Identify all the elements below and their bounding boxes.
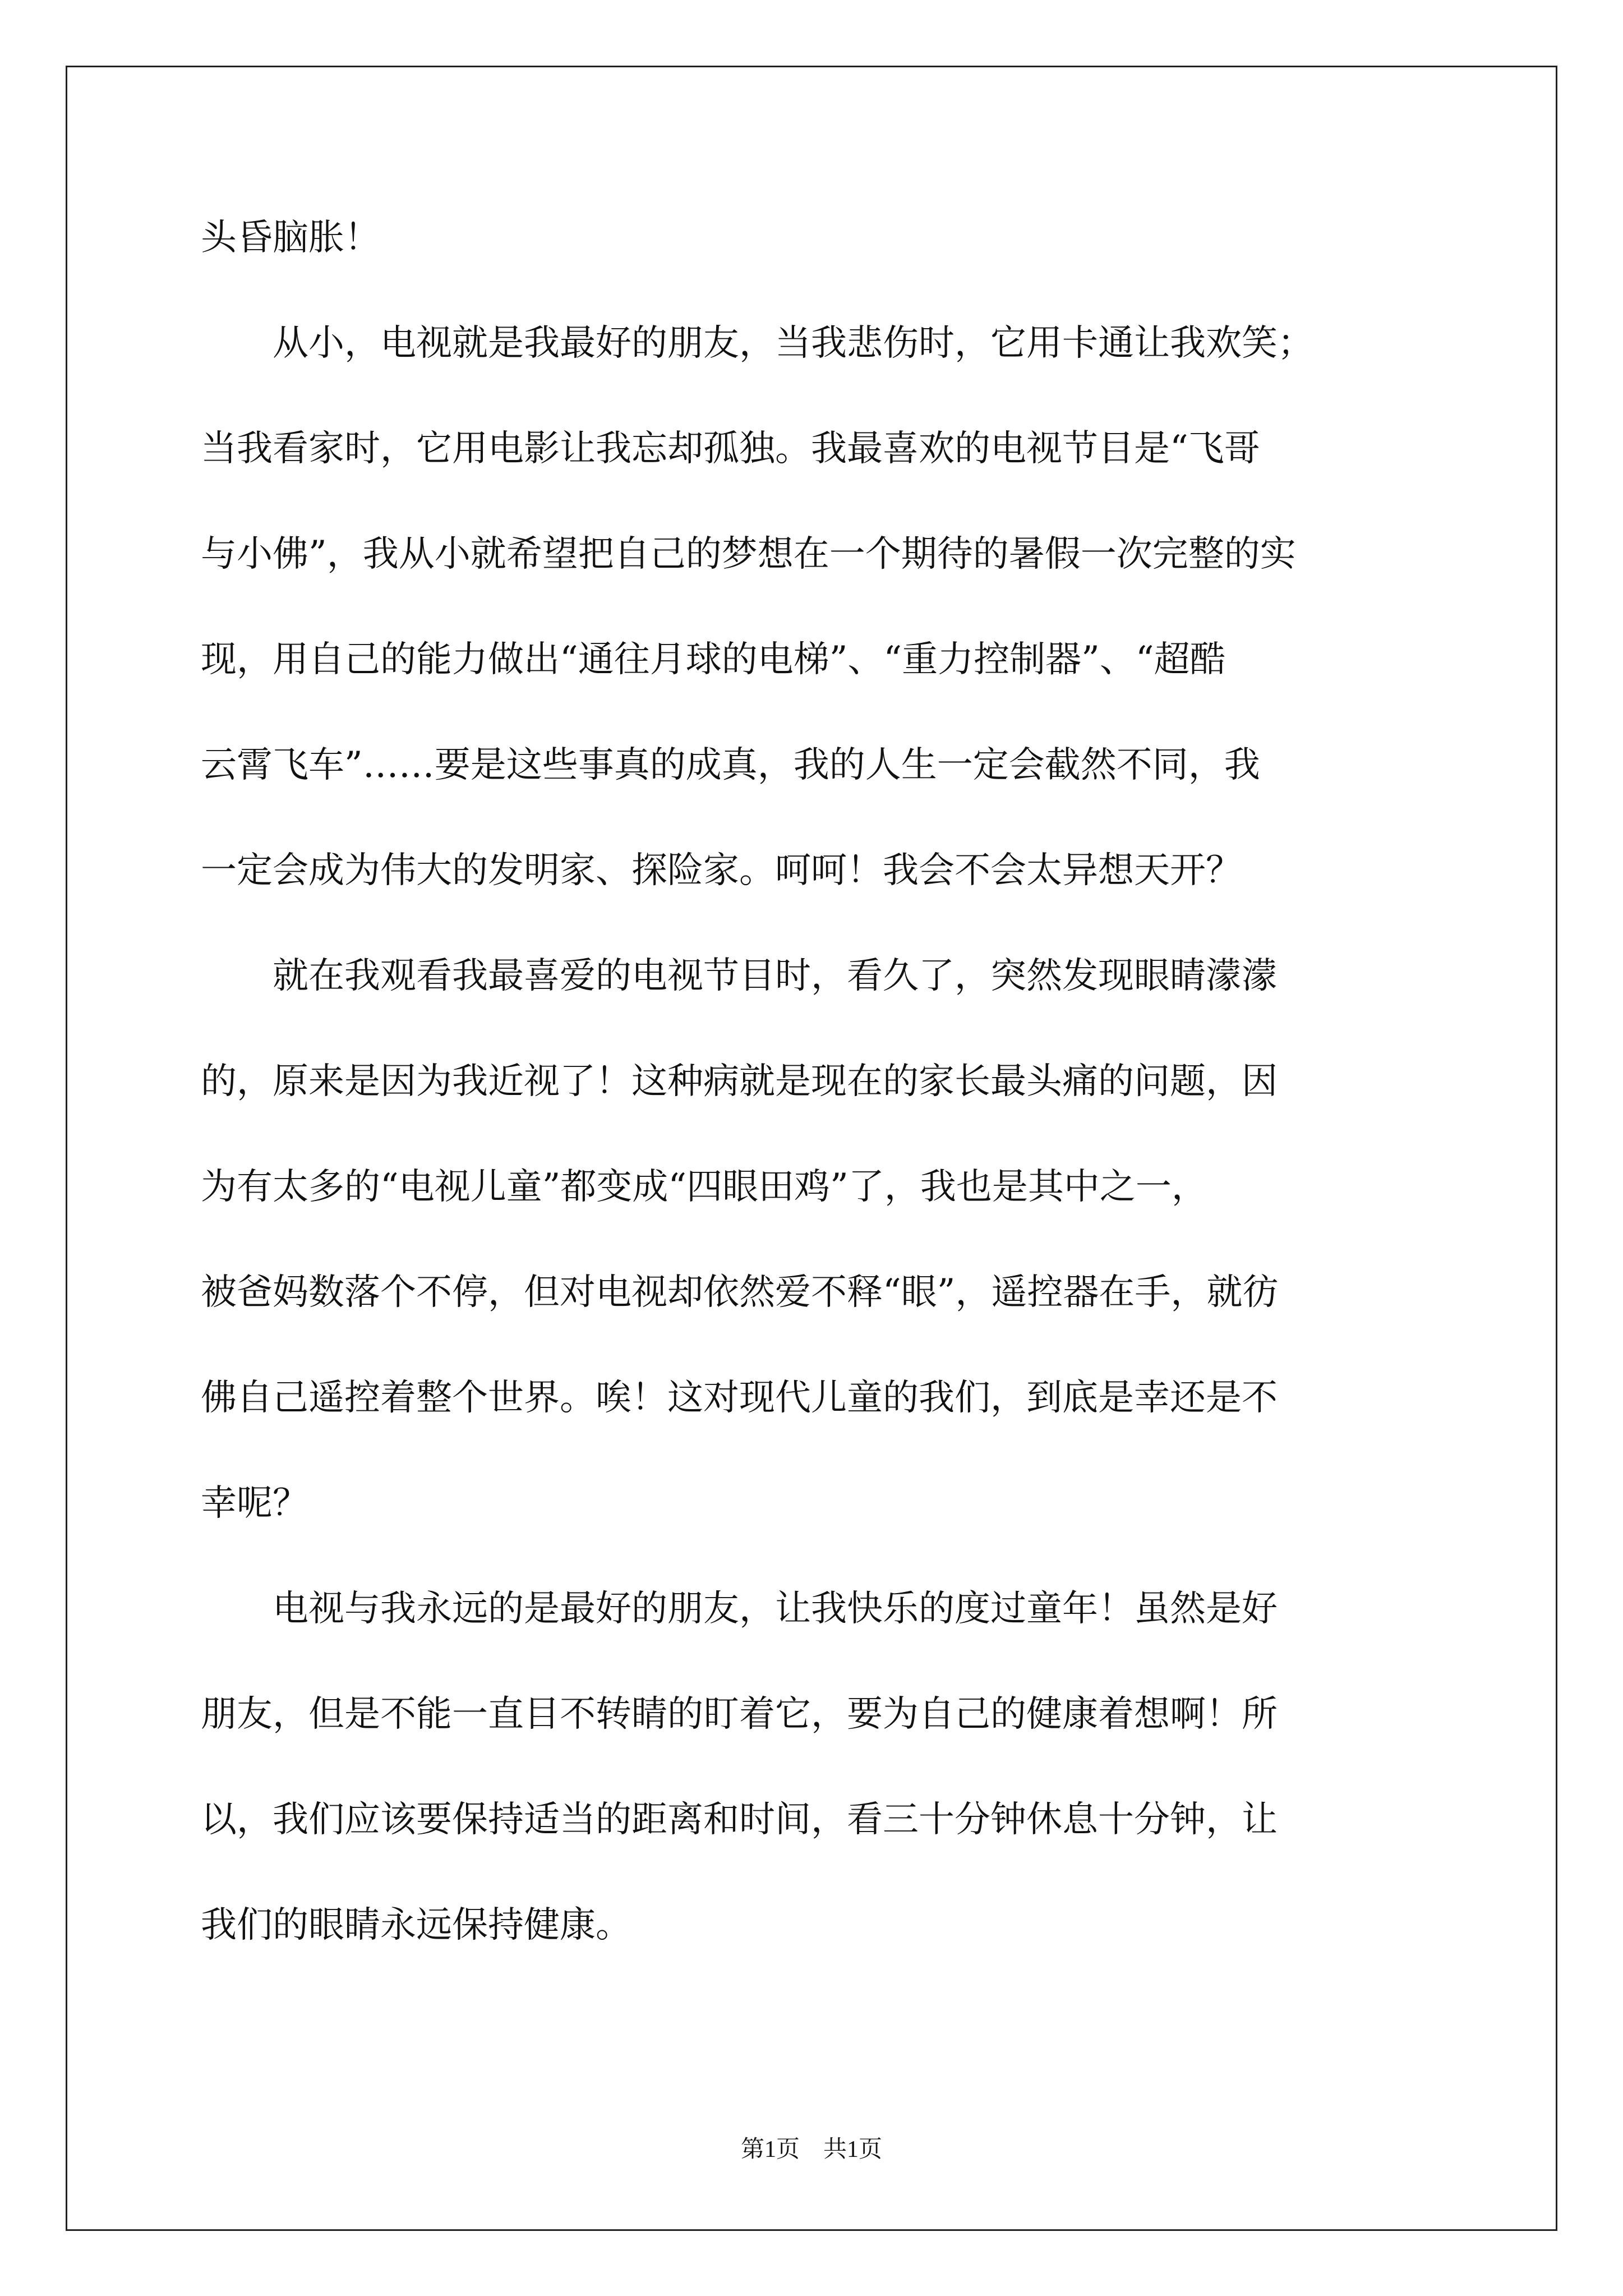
text-line: 与小佛”，我从小就希望把自己的梦想在一个期待的暑假一次完整的实 — [201, 533, 1296, 575]
text-line: 当我看家时，它用电影让我忘却孤独。我最喜欢的电视节目是“飞哥 — [201, 428, 1260, 470]
text-line: 以，我们应该要保持适当的距离和时间，看三十分钟休息十分钟，让 — [201, 1799, 1278, 1841]
text-line: 现，用自己的能力做出“通往月球的电梯”、“重力控制器”、“超酷 — [201, 639, 1226, 680]
text-line: 的，原来是因为我近视了！这种病就是现在的家长最头痛的问题，因 — [201, 1061, 1278, 1102]
text-line: 朋友，但是不能一直目不转睛的盯着它，要为自己的健康着想啊！所 — [201, 1694, 1278, 1735]
text-line: 幸呢？ — [201, 1483, 308, 1524]
paragraph-start-line: 从小，电视就是我最好的朋友，当我悲伤时，它用卡通让我欢笑； — [273, 323, 1313, 364]
text-line: 被爸妈数落个不停，但对电视却依然爱不释“眼”，遥控器在手，就彷 — [201, 1272, 1279, 1313]
text-line: 一定会成为伟大的发明家、探险家。呵呵！我会不会太异想天开？ — [201, 850, 1242, 891]
text-line: 佛自己遥控着整个世界。唉！这对现代儿童的我们，到底是幸还是不 — [201, 1377, 1278, 1419]
text-line: 头昏脑胀！ — [201, 217, 380, 259]
text-line: 云霄飞车”……要是这些事真的成真，我的人生一定会截然不同，我 — [201, 744, 1260, 786]
page-number-footer: 第1页 共1页 — [740, 2137, 882, 2162]
paragraph-start-line: 就在我观看我最喜爱的电视节目时，看久了，突然发现眼睛濛濛 — [273, 955, 1278, 997]
text-line: 为有太多的“电视儿童”都变成“四眼田鸡”了，我也是其中之一， — [201, 1166, 1207, 1208]
paragraph-start-line: 电视与我永远的是最好的朋友，让我快乐的度过童年！虽然是好 — [273, 1588, 1278, 1630]
text-line: 我们的眼睛永远保持健康。 — [201, 1904, 631, 1946]
